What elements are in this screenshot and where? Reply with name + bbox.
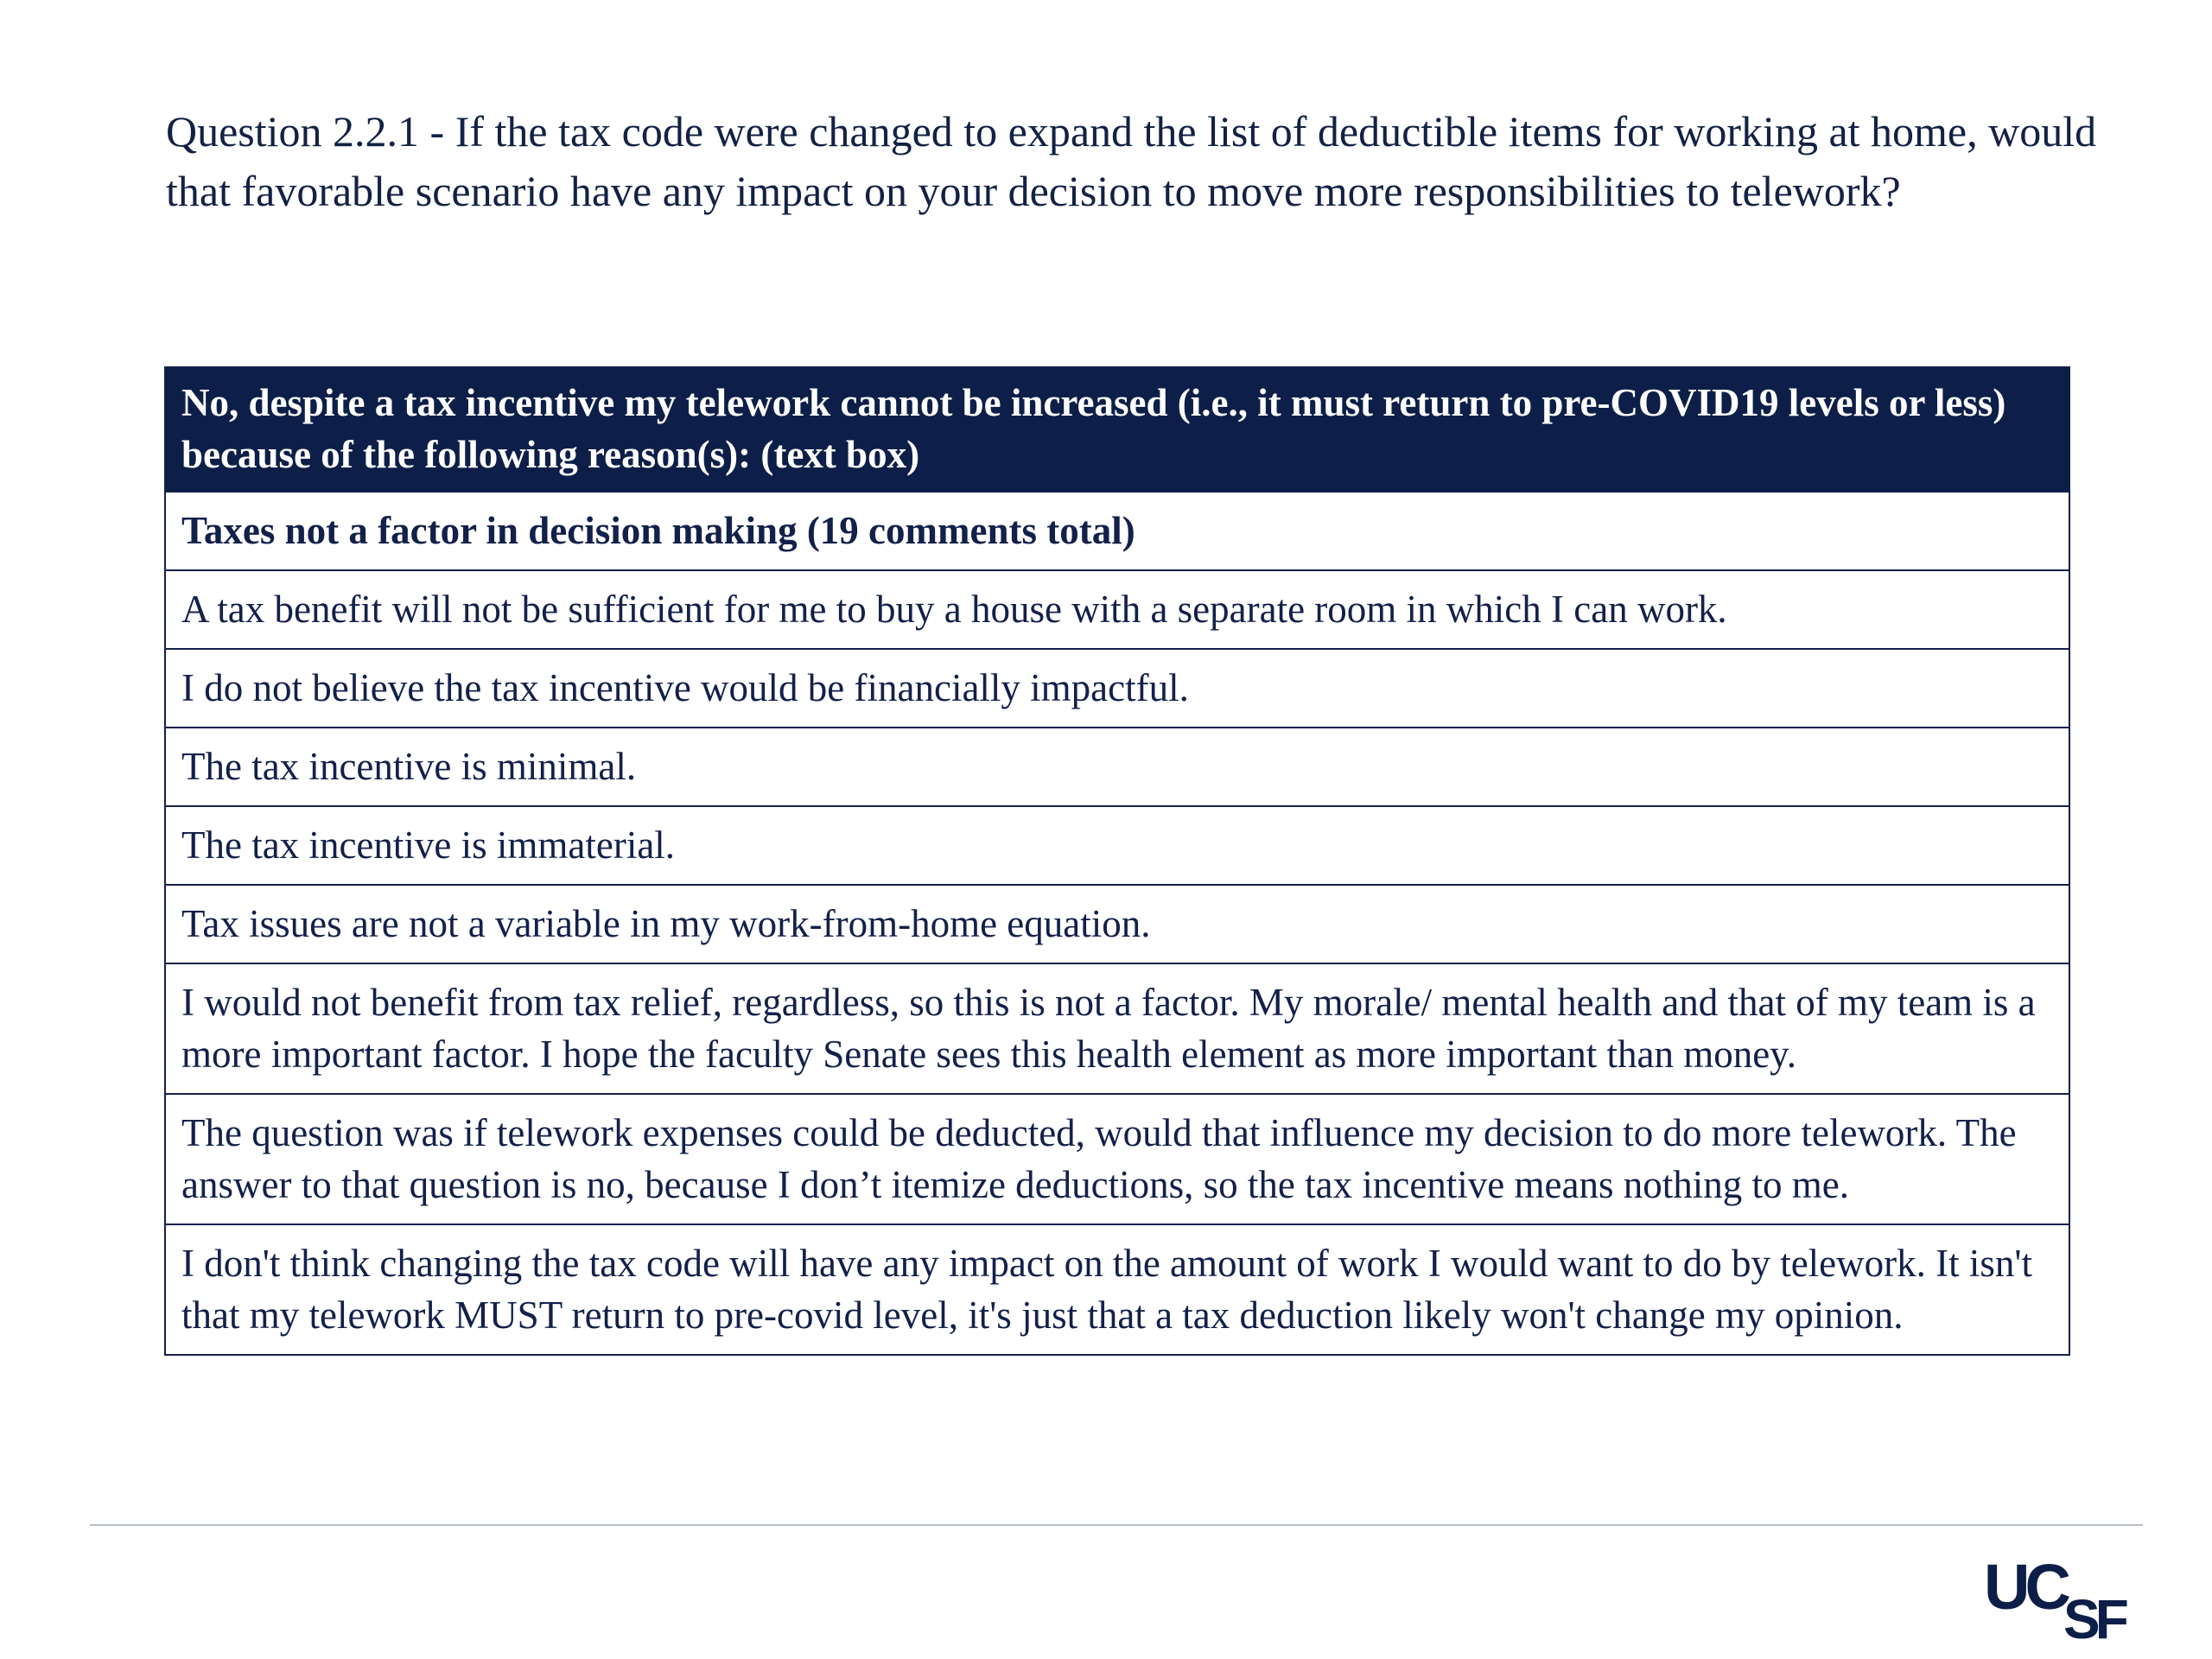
logo-uc: UC [1984, 1555, 2066, 1623]
logo-sf: SF [2063, 1588, 2124, 1642]
ucsf-logo [1984, 1555, 2148, 1642]
table-row: A tax benefit will not be sufficient for me to buy a house with a separate room in which I can work. [166, 571, 2069, 650]
table-row: The tax incentive is immaterial. [166, 807, 2069, 886]
table-row: The tax incentive is minimal. [166, 728, 2069, 807]
table-row: I do not believe the tax incentive would be financially impactful. [166, 650, 2069, 728]
footer-divider [90, 1524, 2143, 1526]
table-row: I would not benefit from tax relief, regardless, so this is not a factor. My morale/ mental health and that of my team is a more important factor. I hope the faculty Senate sees this health element as more important than money. [166, 964, 2069, 1095]
table-row: Tax issues are not a variable in my work-from-home equation. [166, 886, 2069, 964]
table-section-heading: Taxes not a factor in decision making (19 comments total) [166, 493, 2069, 571]
table-header: No, despite a tax incentive my telework cannot be increased (i.e., it must return to pre-COVID19 levels or less) because of the following reason(s): (text box) [166, 368, 2069, 493]
table-row: The question was if telework expenses could be deducted, would that influence my decision to do more telework. The answer to that question is no, because I don’t itemize deductions, so the tax incentive means nothing to me. [166, 1095, 2069, 1225]
question-text: Question 2.2.1 - If the tax code were changed to expand the list of deductible items for working at home, would that favorable scenario have any impact on your decision to move more responsibilities to telework? [166, 107, 2097, 215]
comments-table [164, 366, 2070, 1356]
table-row: I don't think changing the tax code will have any impact on the amount of work I would want to do by telework. It isn't that my telework MUST return to pre-covid level, it's just that a tax deduction likely won't change my opinion. [181, 1242, 2033, 1337]
